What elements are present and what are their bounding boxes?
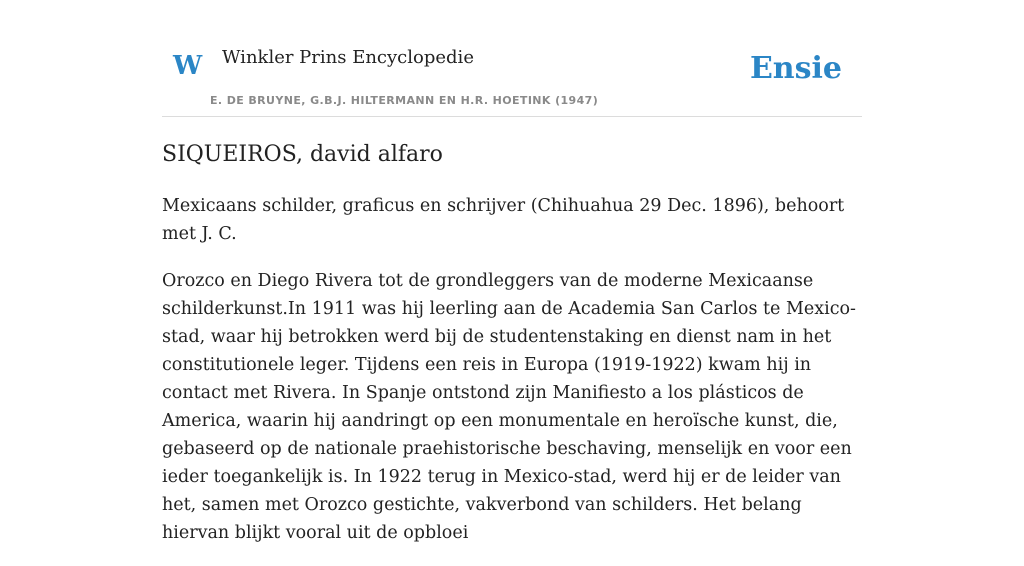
book-title[interactable]: Winkler Prins Encyclopedie <box>222 47 474 68</box>
page <box>162 0 862 543</box>
article-body <box>162 192 862 566</box>
article-title: SIQUEIROS, david alfaro <box>162 142 443 167</box>
winkler-prins-logo-icon[interactable]: W <box>173 51 203 81</box>
book-header <box>162 0 862 117</box>
article-paragraph: Mexicaans schilder, graficus en schrijver (Chihuahua 29 Dec. 1896), behoort met J. C. <box>162 196 845 244</box>
book-authors: E. DE BRUYNE, G.B.J. HILTERMANN EN H.R. HOETINK (1947) <box>210 94 599 107</box>
ensie-logo-link[interactable]: Ensie <box>749 51 842 86</box>
article-paragraph: Orozco en Diego Rivera tot de grondleggers van de moderne Mexicaanse schilderkunst.In 1911 was hij leerling aan de Academia San Carlos te Mexico-stad, waar hij betrokken werd bij de studentenstaking en dienst nam in het constitutionele leger. Tijdens een reis in Europa (1919-1922) kwam hij in contact met Rivera. In Spanje ontstond zijn Manifiesto a los plásticos de America, waarin hij aandringt op een monumentale en heroïsche kunst, die, gebaseerd op de nationale praehistorische beschaving, menselijk en voor een ieder toegankelijk is. In 1922 terug in Mexico-stad, werd hij er de leider van het, samen met Orozco gestichte, vakverbond van schilders. Het belang hiervan blijkt vooral uit de opbloei <box>162 271 856 543</box>
